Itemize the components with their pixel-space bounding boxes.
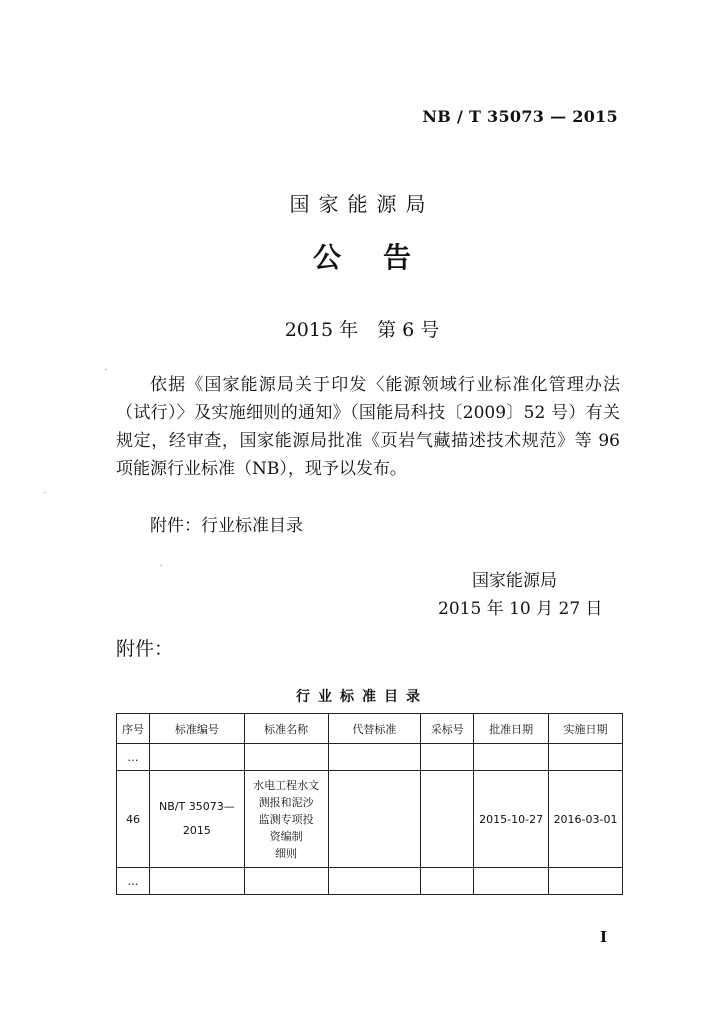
- issue-number: 2015 年 第 6 号: [284, 319, 440, 341]
- col-header-approved: 批准日期: [474, 714, 549, 744]
- cell-seq: 46: [117, 771, 150, 868]
- cell-replaces: [328, 771, 421, 868]
- name-line: 资编制: [269, 829, 303, 843]
- attachment-line: 附件：行业标准目录: [150, 516, 303, 536]
- cell-standard-name: [244, 771, 328, 868]
- attachment-heading: 附件：: [116, 638, 174, 660]
- cell-adopted: [421, 771, 474, 868]
- page-number: I: [600, 928, 608, 946]
- announcement-title: 公告: [312, 241, 453, 274]
- scan-speck: [160, 565, 162, 566]
- standards-table: [116, 713, 623, 895]
- scan-speck: [44, 492, 46, 493]
- table-row: [117, 744, 623, 771]
- signature-date: 2015 年 10 月 27 日: [438, 599, 603, 619]
- announcement-body: 依据《国家能源局关于印发〈能源领域行业标准化管理办法（试行）〉及实施细则的通知》（国能局科技〔2009〕52 号）有关规定，经审查，国家能源局批准《页岩气藏描述技术规范》等 96 项能源行业标准（NB），现予以发布。: [116, 375, 620, 479]
- name-line: 测报和泥沙: [258, 795, 314, 809]
- col-header-name: 标准名称: [244, 714, 328, 744]
- cell-effective-date: 2016-03-01: [549, 771, 623, 868]
- col-header-effective: 实施日期: [549, 714, 623, 744]
- cell-standard-code: [149, 771, 244, 868]
- name-line: 水电工程水文: [253, 778, 320, 792]
- signature-org: 国家能源局: [472, 571, 557, 591]
- name-line: 监测专项投: [258, 812, 314, 826]
- col-header-code: 标准编号: [149, 714, 244, 744]
- table-header-row: [117, 714, 623, 744]
- list-title: 行业标准目录: [296, 689, 428, 705]
- scan-speck: [105, 369, 107, 370]
- table-row: [117, 868, 623, 895]
- table-row: [117, 771, 623, 868]
- cell-seq: …: [117, 868, 150, 895]
- standard-code: NB / T 35073 — 2015: [422, 107, 618, 126]
- col-header-replaces: 代替标准: [328, 714, 421, 744]
- issuer-heading: 国家能源局: [289, 192, 435, 216]
- code-line: NB/T 35073—: [159, 800, 235, 813]
- cell-seq: …: [117, 744, 150, 771]
- col-header-adopted: 采标号: [421, 714, 474, 744]
- name-line: 细则: [275, 846, 298, 860]
- code-line: 2015: [182, 824, 211, 837]
- cell-approved-date: 2015-10-27: [474, 771, 549, 868]
- col-header-seq: 序号: [117, 714, 150, 744]
